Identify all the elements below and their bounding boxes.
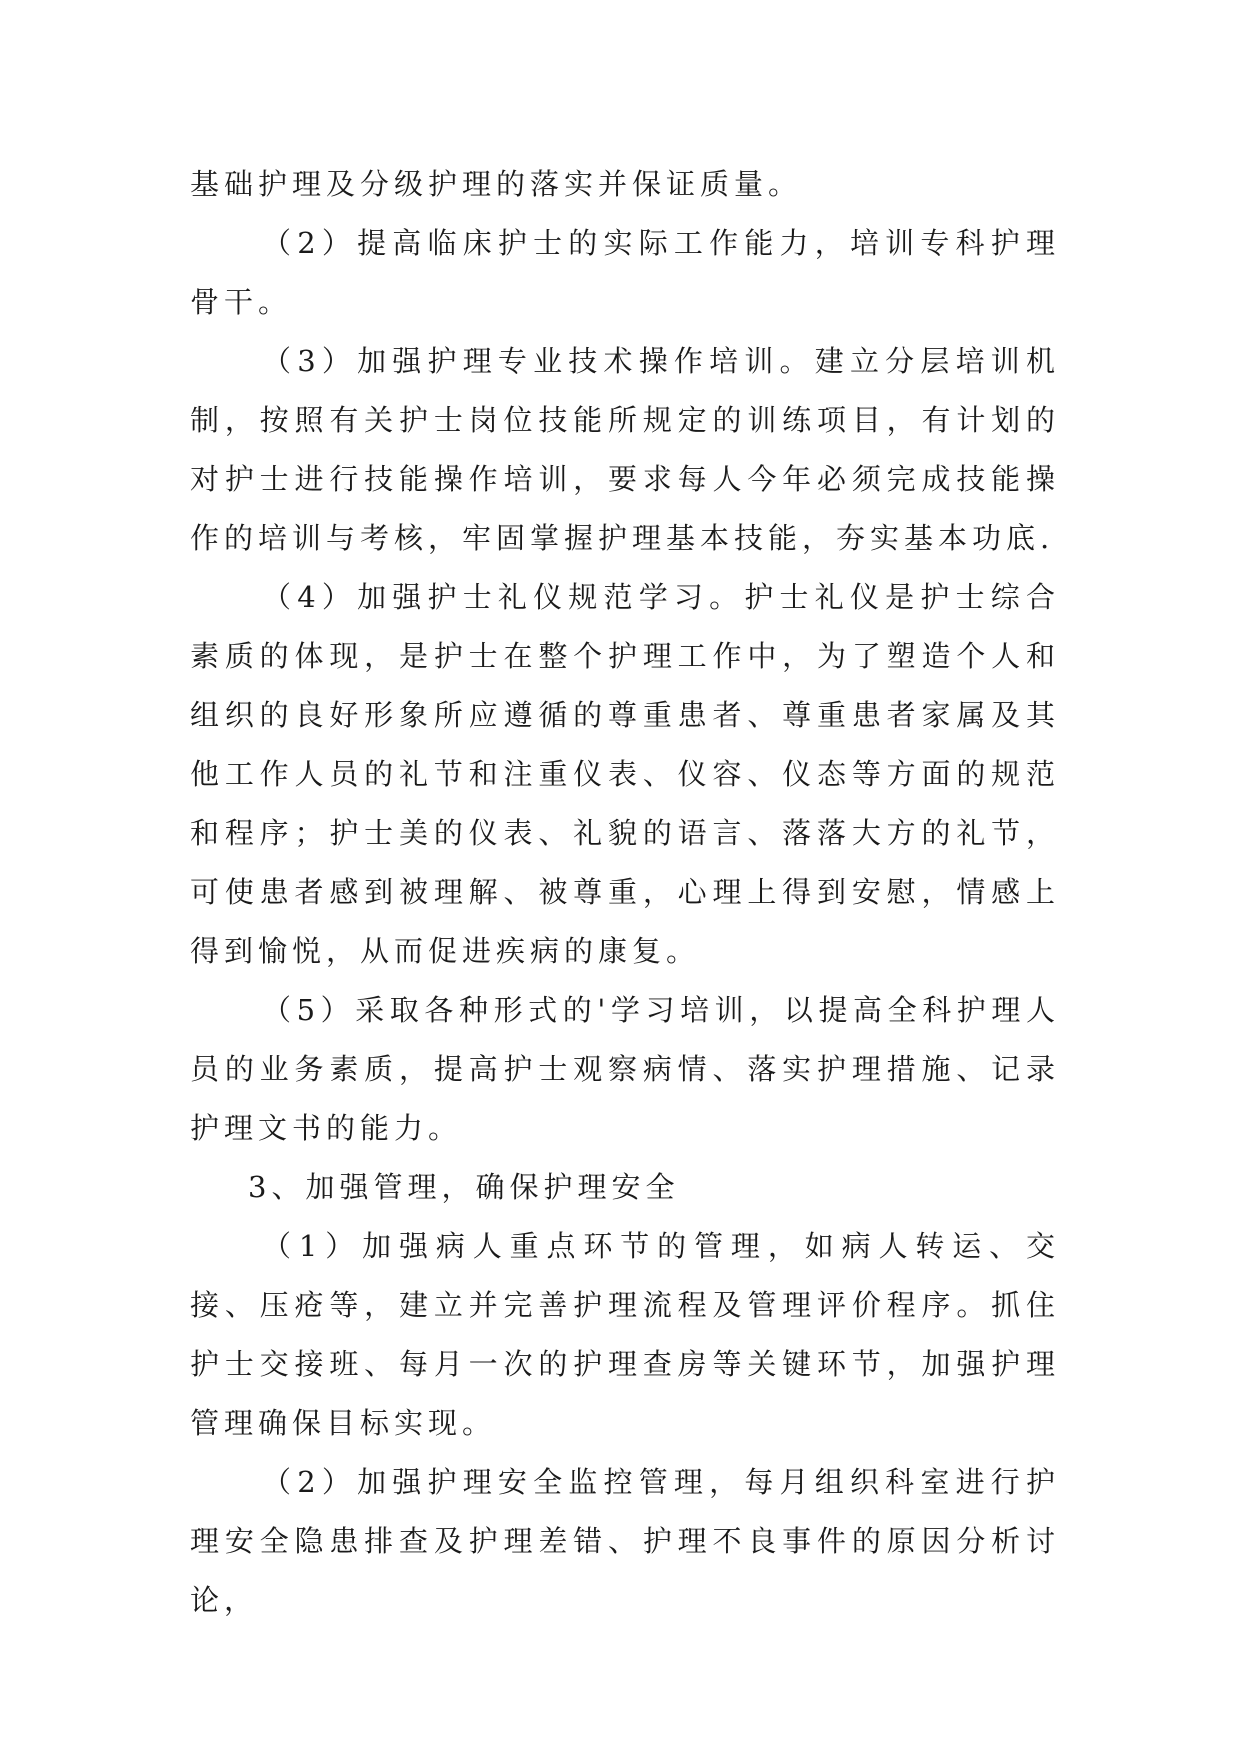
paragraph-item-2-training: （2）提高临床护士的实际工作能力，培训专科护理骨干。 <box>190 226 1060 319</box>
paragraph-item-5-study: （5）采取各种形式的'学习培训，以提高全科护理人员的业务素质，提高护士观察病情、落实护理措施、记录护理文书的能力。 <box>190 993 1060 1145</box>
paragraph-item-1-management: （1）加强病人重点环节的管理，如病人转运、交接、压疮等，建立并完善护理流程及管理评价程序。抓住护士交接班、每月一次的护理查房等关键环节，加强护理管理确保目标实现。 <box>190 1229 1060 1440</box>
paragraph-item-3-skills: （3）加强护理专业技术操作培训。建立分层培训机制，按照有关护士岗位技能所规定的训练项目，有计划的对护士进行技能操作培训，要求每人今年必须完成技能操作的培训与考核，牢固掌握护理基本技能，夯实基本功底. <box>190 344 1060 555</box>
document-body <box>190 155 1060 1630</box>
section-heading-safety: 3、加强管理，确保护理安全 <box>248 1170 680 1204</box>
paragraph-item-4-etiquette: （4）加强护士礼仪规范学习。护士礼仪是护士综合素质的体现，是护士在整个护理工作中，为了塑造个人和组织的良好形象所应遵循的尊重患者、尊重患者家属及其他工作人员的礼节和注重仪表、仪容、仪态等方面的规范和程序；护士美的仪表、礼貌的语言、落落大方的礼节，可使患者感到被理解、被尊重，心理上得到安慰，情感上得到愉悦，从而促进疾病的康复。 <box>190 580 1060 968</box>
paragraph-continuation: 基础护理及分级护理的落实并保证质量。 <box>190 167 803 201</box>
paragraph-item-2-monitoring: （2）加强护理安全监控管理，每月组织科室进行护理安全隐患排查及护理差错、护理不良事件的原因分析讨论， <box>190 1465 1060 1617</box>
